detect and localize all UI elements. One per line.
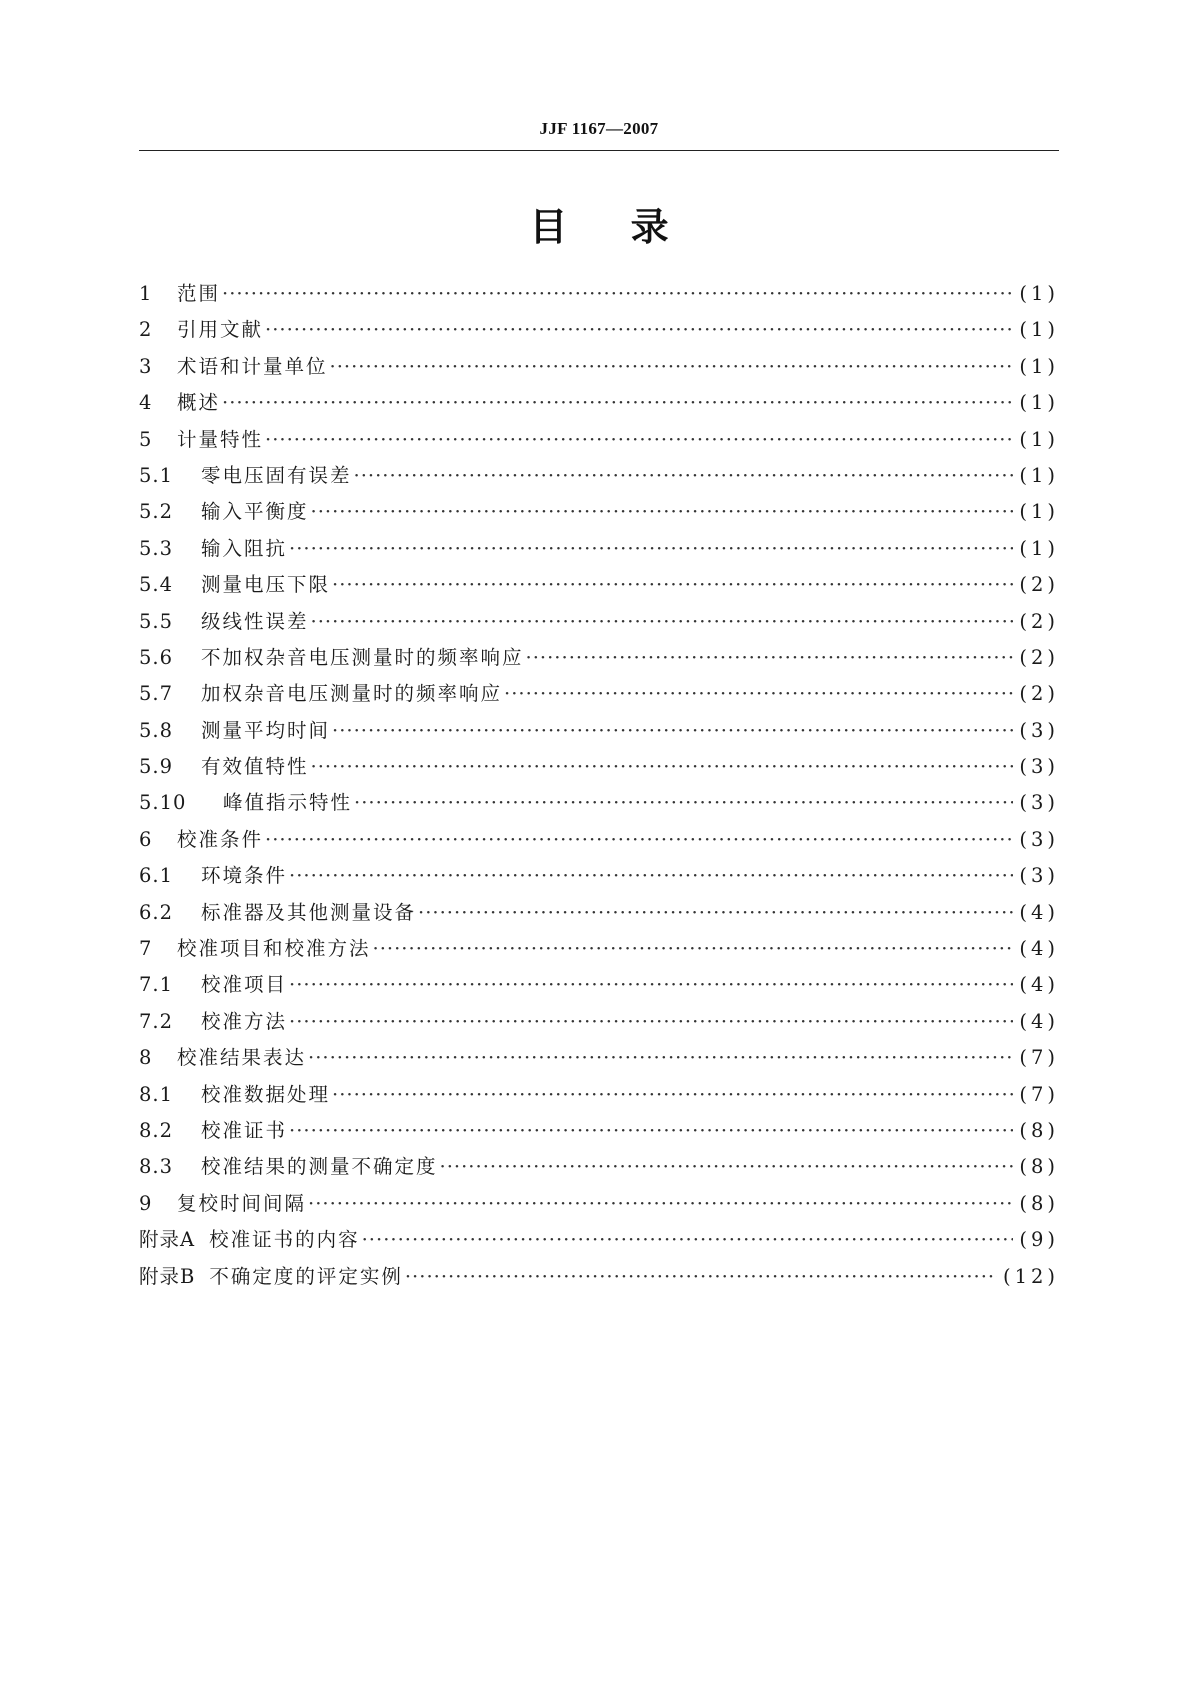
toc-entry-label: 校准结果的测量不确定度 bbox=[201, 1155, 438, 1179]
toc-entry-label: 校准条件 bbox=[177, 827, 264, 851]
toc-entry-number: 5.2 bbox=[139, 500, 174, 524]
toc-entry-label: 有效值特性 bbox=[201, 755, 309, 779]
toc-entry[interactable] bbox=[139, 678, 1059, 714]
toc-dot-leader bbox=[265, 428, 1013, 451]
toc-entry[interactable] bbox=[139, 278, 1059, 314]
toc-entry-page: (4) bbox=[1019, 937, 1059, 961]
toc-entry-label: 计量特性 bbox=[177, 427, 264, 451]
toc-entry-label: 校准项目和校准方法 bbox=[177, 937, 371, 961]
toc-entry[interactable] bbox=[139, 787, 1059, 823]
toc-entry-label: 测量电压下限 bbox=[201, 573, 331, 597]
toc-entry-page: (2) bbox=[1019, 609, 1059, 633]
toc-entry[interactable] bbox=[139, 460, 1059, 496]
toc-entry-page: (2) bbox=[1019, 645, 1059, 669]
toc-entry[interactable] bbox=[139, 897, 1059, 933]
toc-entry[interactable] bbox=[139, 351, 1059, 387]
toc-dot-leader bbox=[311, 500, 1014, 523]
toc-entry-label: 复校时间间隔 bbox=[177, 1191, 307, 1215]
toc-entry-label: 校准数据处理 bbox=[201, 1082, 331, 1106]
toc-dot-leader bbox=[526, 646, 1014, 669]
toc-dot-leader bbox=[311, 610, 1014, 633]
toc-entry[interactable] bbox=[139, 1224, 1059, 1260]
toc-entry-number: 5.4 bbox=[139, 573, 174, 597]
toc-entry-label: 校准项目 bbox=[201, 973, 288, 997]
header-divider bbox=[139, 150, 1059, 151]
toc-entry[interactable] bbox=[139, 424, 1059, 460]
toc-entry[interactable] bbox=[139, 933, 1059, 969]
toc-entry-number: 5.9 bbox=[139, 755, 174, 779]
toc-dot-leader bbox=[362, 1228, 1014, 1251]
toc-dot-leader bbox=[222, 282, 1013, 305]
toc-entry[interactable] bbox=[139, 715, 1059, 751]
toc-entry-page: (4) bbox=[1019, 1009, 1059, 1033]
toc-entry-label: 输入平衡度 bbox=[201, 500, 309, 524]
toc-entry-page: (8) bbox=[1019, 1191, 1059, 1215]
toc-dot-leader bbox=[405, 1265, 997, 1288]
toc-dot-leader bbox=[265, 828, 1013, 851]
toc-entry-page: (8) bbox=[1019, 1155, 1059, 1179]
toc-entry-number: 5.5 bbox=[139, 609, 174, 633]
toc-entry-number: 5.8 bbox=[139, 718, 174, 742]
toc-dot-leader bbox=[289, 973, 1013, 996]
toc-dot-leader bbox=[332, 573, 1013, 596]
toc-dot-leader bbox=[222, 391, 1013, 414]
toc-dot-leader bbox=[265, 318, 1013, 341]
toc-entry-label: 引用文献 bbox=[177, 318, 264, 342]
toc-entry-label: 校准方法 bbox=[201, 1009, 288, 1033]
toc-entry-page: (1) bbox=[1019, 282, 1059, 305]
standard-code-header: JJF 1167—2007 bbox=[539, 119, 659, 138]
toc-entry[interactable] bbox=[139, 860, 1059, 896]
toc-entry-number: 6.1 bbox=[139, 864, 174, 888]
toc-title: 目 录 bbox=[529, 205, 669, 249]
toc-entry[interactable] bbox=[139, 387, 1059, 423]
toc-entry-number: 6 bbox=[139, 827, 153, 851]
toc-entry[interactable] bbox=[139, 1261, 1059, 1297]
toc-entry-label: 术语和计量单位 bbox=[177, 354, 328, 378]
toc-entry-page: (8) bbox=[1019, 1118, 1059, 1142]
toc-entry-number: 3 bbox=[139, 354, 153, 378]
toc-entry[interactable] bbox=[139, 642, 1059, 678]
toc-entry-number: 5.1 bbox=[139, 463, 174, 487]
toc-entry-page: (1) bbox=[1019, 427, 1059, 451]
toc-entry[interactable] bbox=[139, 496, 1059, 532]
table-of-contents bbox=[139, 278, 1059, 1297]
toc-entry[interactable] bbox=[139, 1079, 1059, 1115]
toc-entry-page: (1) bbox=[1019, 354, 1059, 378]
toc-entry-label: 概述 bbox=[177, 391, 221, 415]
toc-entry[interactable] bbox=[139, 569, 1059, 605]
toc-dot-leader bbox=[332, 719, 1013, 742]
toc-entry[interactable] bbox=[139, 1151, 1059, 1187]
toc-entry[interactable] bbox=[139, 1042, 1059, 1078]
toc-entry-label: 测量平均时间 bbox=[201, 718, 331, 742]
toc-entry-label: 不加权杂音电压测量时的频率响应 bbox=[201, 645, 524, 669]
toc-entry-number: 5.3 bbox=[139, 536, 174, 560]
toc-entry[interactable] bbox=[139, 1115, 1059, 1151]
toc-entry-page: (1) bbox=[1019, 463, 1059, 487]
toc-entry-page: (2) bbox=[1019, 573, 1059, 597]
toc-entry-label: 不确定度的评定实例 bbox=[209, 1264, 403, 1288]
toc-entry-label: 级线性误差 bbox=[201, 609, 309, 633]
toc-entry-number: 8.2 bbox=[139, 1118, 174, 1142]
toc-dot-leader bbox=[308, 1192, 1013, 1215]
toc-dot-leader bbox=[330, 355, 1014, 378]
toc-entry[interactable] bbox=[139, 1006, 1059, 1042]
toc-entry-number: 8.1 bbox=[139, 1082, 174, 1106]
toc-entry-page: (1) bbox=[1019, 500, 1059, 524]
toc-entry-number: 7 bbox=[139, 937, 153, 961]
toc-entry[interactable] bbox=[139, 606, 1059, 642]
toc-dot-leader bbox=[289, 537, 1013, 560]
toc-entry-page: (1) bbox=[1019, 318, 1059, 342]
toc-entry[interactable] bbox=[139, 533, 1059, 569]
toc-entry-label: 环境条件 bbox=[201, 864, 288, 888]
toc-entry[interactable] bbox=[139, 314, 1059, 350]
toc-entry[interactable] bbox=[139, 969, 1059, 1005]
toc-entry-number: 2 bbox=[139, 318, 153, 342]
toc-entry-number: 附录B bbox=[139, 1264, 196, 1288]
toc-dot-leader bbox=[440, 1155, 1014, 1178]
toc-entry-number: 7.1 bbox=[139, 973, 174, 997]
toc-entry-label: 校准证书 bbox=[201, 1118, 288, 1142]
toc-entry[interactable] bbox=[139, 824, 1059, 860]
toc-entry-page: (7) bbox=[1019, 1082, 1059, 1106]
toc-entry-number: 5.10 bbox=[139, 791, 187, 815]
toc-dot-leader bbox=[308, 1046, 1013, 1069]
toc-entry-label: 范围 bbox=[177, 282, 221, 305]
toc-entry[interactable] bbox=[139, 751, 1059, 787]
toc-entry-label: 加权杂音电压测量时的频率响应 bbox=[201, 682, 503, 706]
toc-entry-number: 7.2 bbox=[139, 1009, 174, 1033]
toc-entry-label: 校准结果表达 bbox=[177, 1046, 307, 1070]
toc-dot-leader bbox=[504, 682, 1013, 705]
toc-entry-label: 输入阻抗 bbox=[201, 536, 288, 560]
toc-entry-number: 9 bbox=[139, 1191, 153, 1215]
toc-entry-page: (3) bbox=[1019, 827, 1059, 851]
toc-entry-page: (1) bbox=[1019, 391, 1059, 415]
toc-entry-label: 零电压固有误差 bbox=[201, 463, 352, 487]
toc-entry-label: 峰值指示特性 bbox=[223, 791, 353, 815]
toc-entry-page: (2) bbox=[1019, 682, 1059, 706]
toc-entry-number: 1 bbox=[139, 282, 153, 305]
toc-entry-number: 5.6 bbox=[139, 645, 174, 669]
toc-dot-leader bbox=[289, 1010, 1013, 1033]
toc-entry-page: (3) bbox=[1019, 864, 1059, 888]
toc-entry-label: 标准器及其他测量设备 bbox=[201, 900, 417, 924]
toc-dot-leader bbox=[354, 791, 1013, 814]
toc-dot-leader bbox=[289, 1119, 1013, 1142]
toc-entry-number: 4 bbox=[139, 391, 153, 415]
toc-entry-number: 5.7 bbox=[139, 682, 174, 706]
toc-entry-number: 8.3 bbox=[139, 1155, 174, 1179]
toc-entry-page: (3) bbox=[1019, 791, 1059, 815]
toc-dot-leader bbox=[418, 901, 1013, 924]
toc-entry-number: 5 bbox=[139, 427, 153, 451]
toc-entry-page: (7) bbox=[1019, 1046, 1059, 1070]
toc-entry[interactable] bbox=[139, 1188, 1059, 1224]
toc-dot-leader bbox=[311, 755, 1014, 778]
toc-entry-page: (3) bbox=[1019, 718, 1059, 742]
toc-dot-leader bbox=[373, 937, 1014, 960]
toc-entry-number: 附录A bbox=[139, 1228, 196, 1252]
toc-dot-leader bbox=[332, 1083, 1013, 1106]
toc-dot-leader bbox=[354, 464, 1014, 487]
toc-entry-page: (4) bbox=[1019, 900, 1059, 924]
toc-entry-page: (3) bbox=[1019, 755, 1059, 779]
toc-dot-leader bbox=[289, 864, 1013, 887]
toc-entry-page: (9) bbox=[1019, 1228, 1059, 1252]
toc-entry-page: (4) bbox=[1019, 973, 1059, 997]
toc-entry-page: (12) bbox=[1002, 1264, 1059, 1288]
toc-entry-label: 校准证书的内容 bbox=[209, 1228, 360, 1252]
toc-entry-page: (1) bbox=[1019, 536, 1059, 560]
toc-entry-number: 6.2 bbox=[139, 900, 174, 924]
toc-entry-number: 8 bbox=[139, 1046, 153, 1070]
